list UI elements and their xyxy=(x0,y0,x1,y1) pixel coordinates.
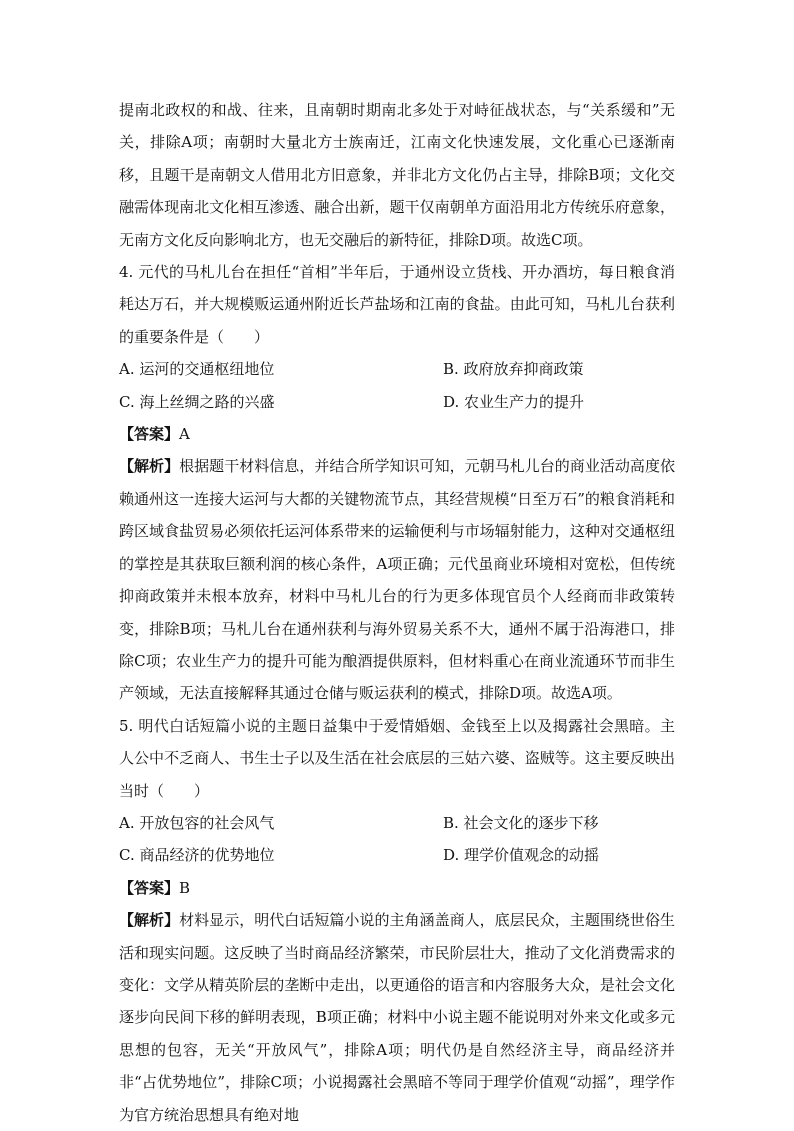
analysis-text: 材料显示，明代白话短篇小说的主角涵盖商人，底层民众，主题围绕世俗生活和现实问题。这反映了当时商品经济繁荣，市民阶层壮大，推动了文化消费需求的变化：文学从精英阶层的垄断中走出，以更通俗的语言和内容服务大众，是社会文化逐步向民间下移的鲜明表现，B项正确；材料中小说主题不能说明对外来文化或多元思想的包容，无关“开放风气”，排除A项；明代仍是自然经济主导，商品经济并非“占优势地位”，排除C项；小说揭露社会黑暗不等同于理学价值观“动摇”，理学作为官方统治思想具有绝对地 xyxy=(119,911,675,1124)
question-5-option-a: A. 开放包容的社会风气 xyxy=(119,813,275,832)
question-5-option-c: C. 商品经济的优势地位 xyxy=(119,846,275,865)
question-4-option-c: C. 海上丝绸之路的兴盛 xyxy=(119,392,275,411)
question-5-option-d: D. 理学价值观念的动摇 xyxy=(443,846,600,865)
question-4-stem: 4. 元代的马札儿台在担任“首相”半年后，于通州设立货栈、开办酒坊，每日粮食消耗达万石，并大规模贩运通州附近长芦盐场和江南的食盐。由此可知，马札儿台获利的重要条件是（ ） xyxy=(119,263,675,346)
question-4-option-a: A. 运河的交通枢纽地位 xyxy=(119,360,275,379)
question-4-option-b: B. 政府放弃抑商政策 xyxy=(443,360,584,379)
document-page xyxy=(119,94,675,1131)
question-5-answer xyxy=(119,872,675,904)
question-5-analysis xyxy=(119,904,675,1131)
question-5-stem: 5. 明代白话短篇小说的主题日益集中于爱情婚姻、金钱至上以及揭露社会黑暗。主人公中不乏商人、书生士子以及生活在社会底层的三姑六婆、盗贼等。这主要反映出当时（ ） xyxy=(119,716,675,800)
question-4-options xyxy=(119,353,675,418)
question-5-option-b: B. 社会文化的逐步下移 xyxy=(443,813,599,832)
analysis-label: 【解析】 xyxy=(119,457,180,476)
question-5-options xyxy=(119,807,675,872)
answer-value: A xyxy=(179,425,190,444)
analysis-label: 【解析】 xyxy=(119,911,180,930)
question-4-answer xyxy=(119,418,675,450)
answer-label: 【答案】 xyxy=(119,425,180,444)
question-4-analysis xyxy=(119,450,675,709)
answer-label: 【答案】 xyxy=(119,878,180,897)
intro-paragraph: 提南北政权的和战、往来，且南朝时期南北多处于对峙征战状态，与“关系缓和”无关，排除A项；南朝时大量北方士族南迁，江南文化快速发展，文化重心已逐渐南移，且题干是南朝文人借用北方旧意象，并非北方文化仍占主导，排除B项；文化交融需体现南北文化相互渗透、融合出新，题干仅南朝单方面沿用北方传统乐府意象，无南方文化反向影响北方，也无交融后的新特征，排除D项。故选C项。 xyxy=(119,101,675,249)
analysis-text: 根据题干材料信息，并结合所学知识可知，元朝马札儿台的商业活动高度依赖通州这一连接大运河与大都的关键物流节点，其经营规模“日至万石”的粮食消耗和跨区域食盐贸易必须依托运河体系带来的运输便利与市场辐射能力，这种对交通枢纽的掌控是其获取巨额利润的核心条件，A项正确；元代虽商业环境相对宽松，但传统抑商政策并未根本放弃，材料中马札儿台的行为更多体现官员个人经商而非政策转变，排除B项；马札儿台在通州获利与海外贸易关系不大，通州不属于沿海港口，排除C项；农业生产力的提升可能为酿酒提供原料，但材料重心在商业流通环节而非生产领域，无法直接解释其通过仓储与贩运获利的模式，排除D项。故选A项。 xyxy=(119,457,675,703)
question-4-option-d: D. 农业生产力的提升 xyxy=(443,392,585,411)
answer-value: B xyxy=(179,878,191,897)
